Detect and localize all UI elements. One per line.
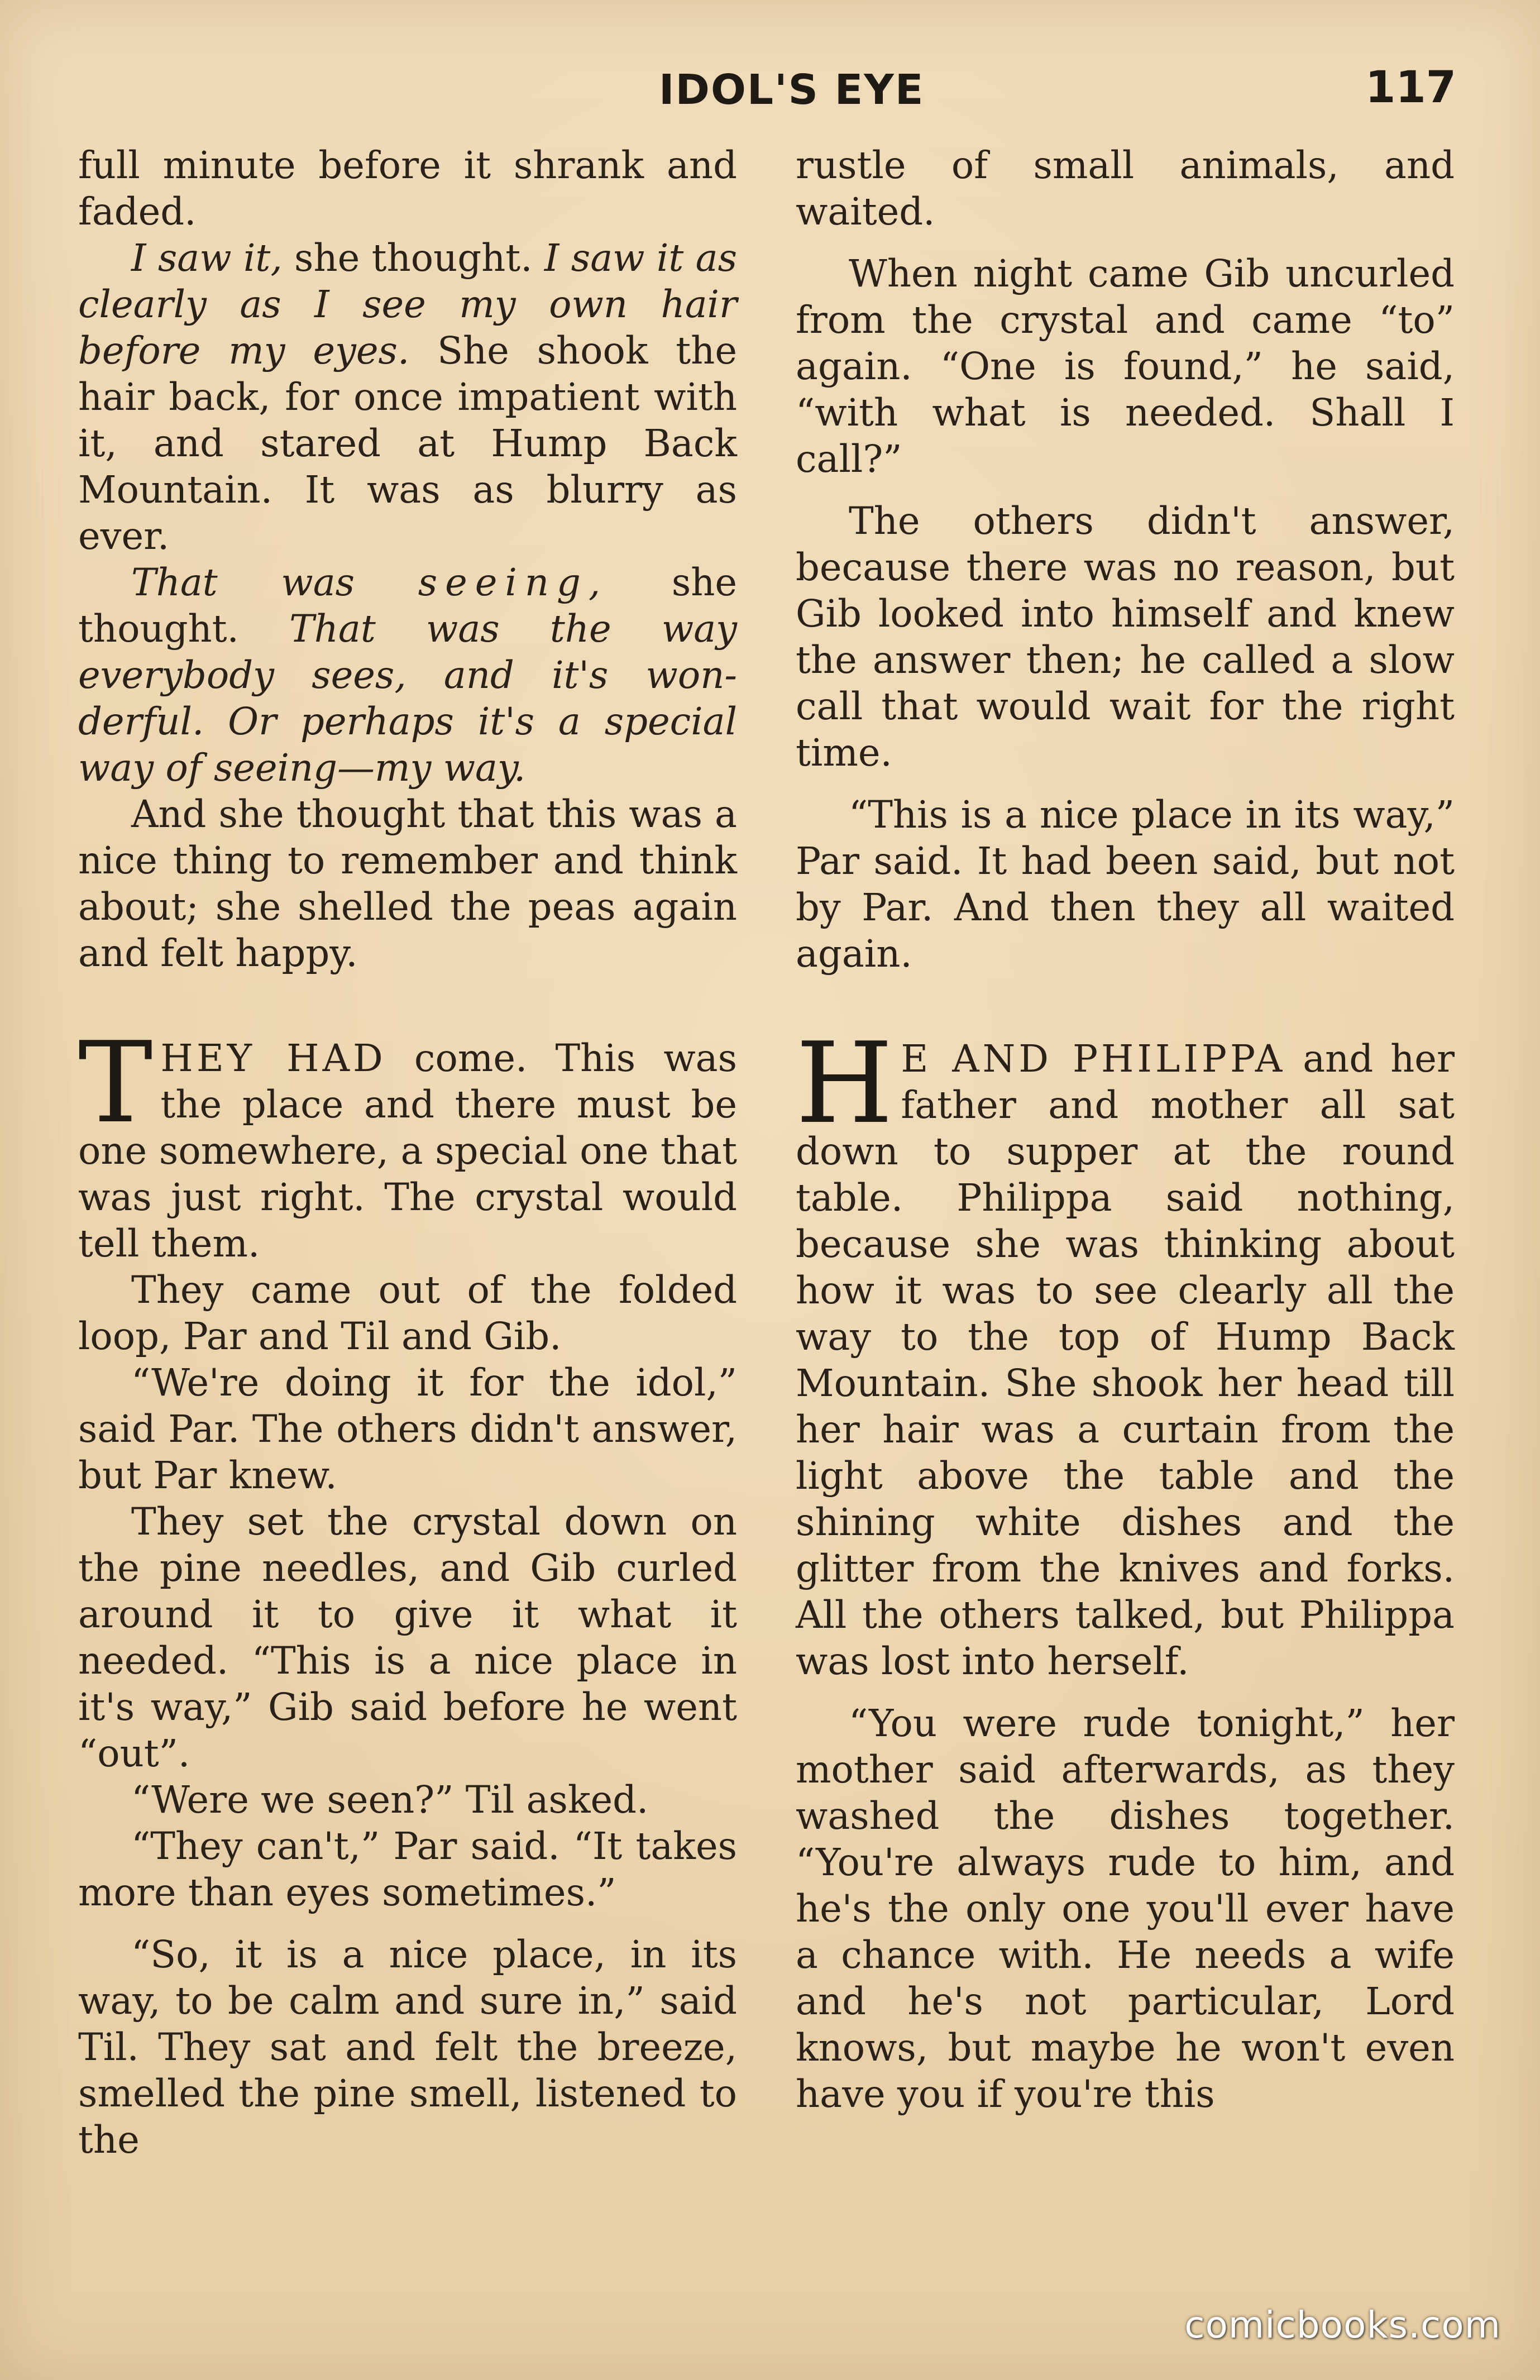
paragraph: “Were we seen?” Til asked. (131, 1778, 649, 1822)
paragraph (796, 1019, 1455, 1685)
paragraph (78, 235, 737, 560)
small-caps-lead: HEY HAD (160, 1036, 386, 1080)
watermark: comicbooks.com (1184, 2303, 1501, 2346)
section-break (78, 977, 737, 1035)
italic-text: That was the way everybody sees, and it's wonderful. Or perhaps it's a special way of seeing—my way. (78, 607, 737, 790)
spaced-italic-text: seeing, (418, 561, 609, 604)
paragraph: full minute before it shrank and faded. (78, 144, 737, 233)
italic-text: That was (131, 561, 418, 604)
paragraph: “They can't,” Par said. “It takes more than eyes sometimes.” (78, 1824, 737, 1914)
paragraph: “You were rude tonight,” her mother said afterwards, as they washed the dishes together. “You're always rude to him, and he's the only one you'll ever have a chance with. He needs a wife and he's not particular, Lord knows, but maybe he won't even have you if you're this (796, 1702, 1455, 2116)
paragraph: “We're doing it for the idol,” said Par. The others didn't answer, but Par knew. (78, 1361, 737, 1497)
paragraph: rustle of small animals, and waited. (796, 144, 1455, 233)
italic-text: I saw it, (131, 236, 283, 280)
page-number: 117 (1365, 63, 1456, 113)
section-break (796, 977, 1455, 1036)
paragraph: The others didn't answer, because there was no reason, but Gib looked into himself and knew the answer then; he called a slow call that would wait for the right time. (796, 499, 1455, 775)
paragraph (78, 1018, 737, 1267)
italic-text: I saw it as clearly as I see my own hair before my eyes. (78, 236, 738, 372)
paragraph: When night came Gib uncurled from the crystal and came “to” again. “One is found,” he said, “with what is needed. Shall I call?” (796, 252, 1455, 481)
paragraph: “This is a nice place in its way,” Par said. It had been said, but not by Par. And then they all waited again. (796, 793, 1455, 976)
paragraph: They came out of the folded loop, Par and Til and Gib. (78, 1268, 737, 1358)
text: come. This was the place and there must be one somewhere, a special one that was just right. The crystal would tell them. (78, 1036, 737, 1265)
left-column (78, 142, 737, 2163)
paragraph: “So, it is a nice place, in its way, to be calm and sure in,” said Til. They sat and felt the breeze, smelled the pine smell, listened to the (78, 1933, 737, 2162)
paragraph: They set the crystal down on the pine needles, and Gib curled around it to give it what it needed. “This is a nice place in it's way,” Gib said before he went “out”. (78, 1500, 737, 1775)
paragraph (78, 560, 737, 791)
small-caps-lead: E AND PHILIPPA (901, 1037, 1286, 1081)
text: She shook the hair back, for once impatient with it, and stared at Hump Back Mountain. It was as blurry as ever. (78, 329, 737, 558)
running-title: IDOL'S EYE (659, 66, 925, 114)
text: she thought. (78, 561, 737, 651)
text: she thought. (282, 236, 544, 280)
paragraph: And she thought that this was a nice thing to remember and think about; she shelled the peas again and felt happy. (78, 792, 737, 975)
drop-cap: H (796, 1019, 893, 1149)
drop-cap: T (78, 1018, 153, 1148)
right-column (796, 142, 1455, 2118)
text: and her father and mother all sat down to supper at the round table. Philippa said nothing, because she was thinking about how it was to see clearly all the way to the top of Hump Back Mountain. She shook her head till her hair was a curtain from the light above the table and the shining white dishes and the glitter from the knives and forks. All the others talked, but Philippa was lost into herself. (796, 1037, 1455, 1683)
